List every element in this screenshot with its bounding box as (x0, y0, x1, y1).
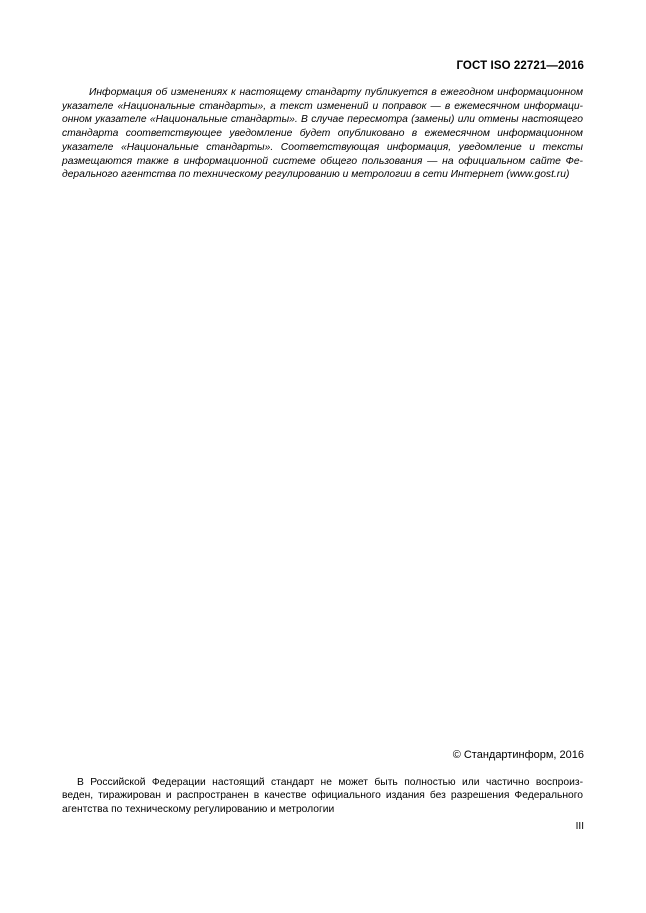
reproduction-rights-paragraph (62, 776, 583, 816)
rights-line: веден, тиражирован и распространен в качестве официального издания без разрешения Федерального (62, 790, 583, 802)
rights-line: агентства по техническому регулированию и метрологии (62, 803, 335, 815)
copyright-line: © Стандартинформ, 2016 (452, 749, 584, 761)
rights-line: В Российской Федерации настоящий стандарт не может быть полностью или частично воспроиз- (77, 777, 583, 788)
notice-line: указателе «Национальные стандарты», а текст изменений и поправок — в ежемесячном информаци- (62, 100, 583, 112)
notice-line: дерального агентства по техническому регулированию и метрологии в сети Интернет (www.gost.ru) (62, 169, 570, 181)
document-header-standard-id: ГОСТ ISO 22721—2016 (456, 60, 584, 72)
notice-line: Информация об изменениях к настоящему стандарту публикуется в ежегодном информационном (89, 87, 583, 98)
notice-line: размещаются также в информационной системе общего пользования — на официальном сайте Фе- (62, 155, 583, 167)
notice-line: указателе «Национальные стандарты». Соответствующая информация, уведомление и тексты (62, 141, 583, 153)
notice-line: онном указателе «Национальные стандарты». В случае пересмотра (замены) или отмены настоящего (62, 114, 583, 126)
page-number: III (575, 821, 584, 832)
change-notice-paragraph (62, 86, 583, 182)
notice-line: стандарта соответствующее уведомление будет опубликовано в ежемесячном информационном (62, 128, 583, 140)
